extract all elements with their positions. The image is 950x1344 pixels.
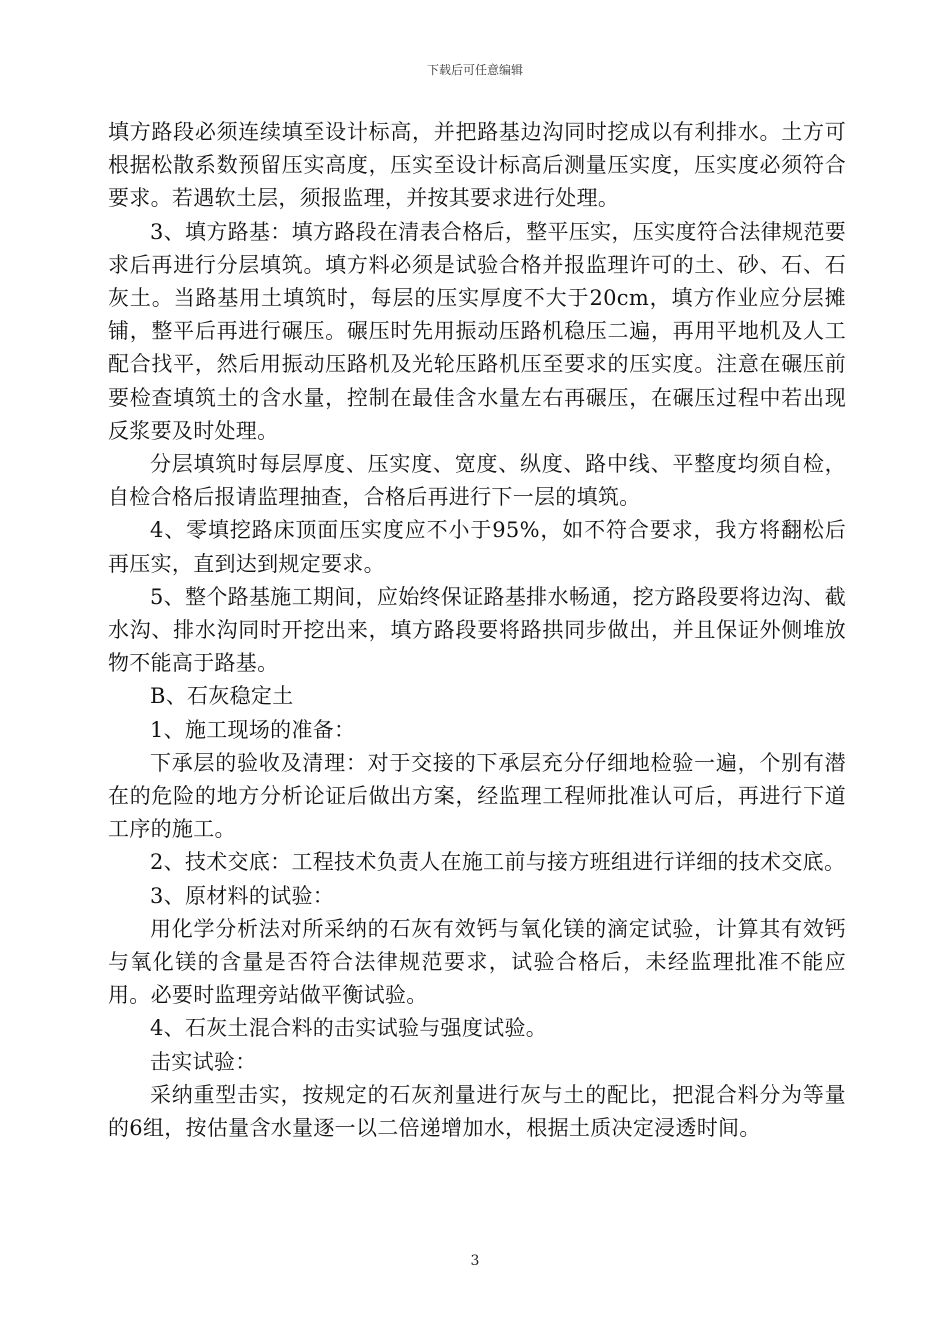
section-heading-b: B、石灰稳定土 bbox=[150, 684, 294, 709]
paragraph-10: 3、原材料的试验： bbox=[150, 883, 335, 908]
paragraph-14: 采纳重型击实，按规定的石灰剂量进行灰与土的配比，把混合料分为等量的6组，按估量含水量逐一以二倍递增加水，根据土质决定浸透时间。 bbox=[108, 1082, 846, 1141]
paragraph-7: 1、施工现场的准备： bbox=[150, 717, 356, 742]
paragraph-3: 分层填筑时每层厚度、压实度、宽度、纵度、路中线、平整度均须自检，自检合格后报请监理抽查，合格后再进行下一层的填筑。 bbox=[108, 452, 846, 510]
paragraph-11: 用化学分析法对所采纳的石灰有效钙与氧化镁的滴定试验，计算其有效钙与氧化镁的含量是否符合法律规范要求，试验合格后，未经监理批准不能应用。必要时监理旁站做平衡试验。 bbox=[108, 916, 846, 1008]
paragraph-1: 填方路段必须连续填至设计标高，并把路基边沟同时挖成以有利排水。土方可根据松散系数预留压实高度，压实至设计标高后测量压实度，压实度必须符合要求。若遇软土层，须报监理，并按其要求进行处理。 bbox=[108, 120, 846, 211]
paragraph-13: 击实试验： bbox=[150, 1049, 257, 1074]
paragraph-4: 4、零填挖路床顶面压实度应不小于95%，如不符合要求，我方将翻松后再压实，直到达到规定要求。 bbox=[108, 518, 846, 576]
document-body bbox=[108, 116, 846, 1145]
paragraph-12: 4、石灰土混合料的击实试验与强度试验。 bbox=[150, 1016, 548, 1041]
page-header: 下载后可任意编辑 bbox=[426, 63, 523, 77]
page-number: 3 bbox=[470, 1253, 480, 1269]
paragraph-9: 2、技术交底：工程技术负责人在施工前与接方班组进行详细的技术交底。 bbox=[150, 850, 846, 875]
paragraph-5: 5、整个路基施工期间，应始终保证路基排水畅通，挖方路段要将边沟、截水沟、排水沟同时开挖出来，填方路段要将路拱同步做出，并且保证外侧堆放物不能高于路基。 bbox=[108, 584, 846, 676]
paragraph-8: 下承层的验收及清理：对于交接的下承层充分仔细地检验一遍，个别有潜在的危险的地方分析论证后做出方案，经监理工程师批准认可后，再进行下道工序的施工。 bbox=[108, 750, 846, 842]
paragraph-2: 3、填方路基：填方路段在清表合格后，整平压实，压实度符合法律规范要求后再进行分层填筑。填方料必须是试验合格并报监理许可的土、砂、石、石灰土。当路基用土填筑时，每层的压实厚度不大于20cm，填方作业应分层摊铺，整平后再进行碾压。碾压时先用振动压路机稳压二遍，再用平地机及人工配合找平，然后用振动压路机及光轮压路机压至要求的压实度。注意在碾压前要检查填筑土的含水量，控制在最佳含水量左右再碾压，在碾压过程中若出现反浆要及时处理。 bbox=[108, 219, 846, 443]
